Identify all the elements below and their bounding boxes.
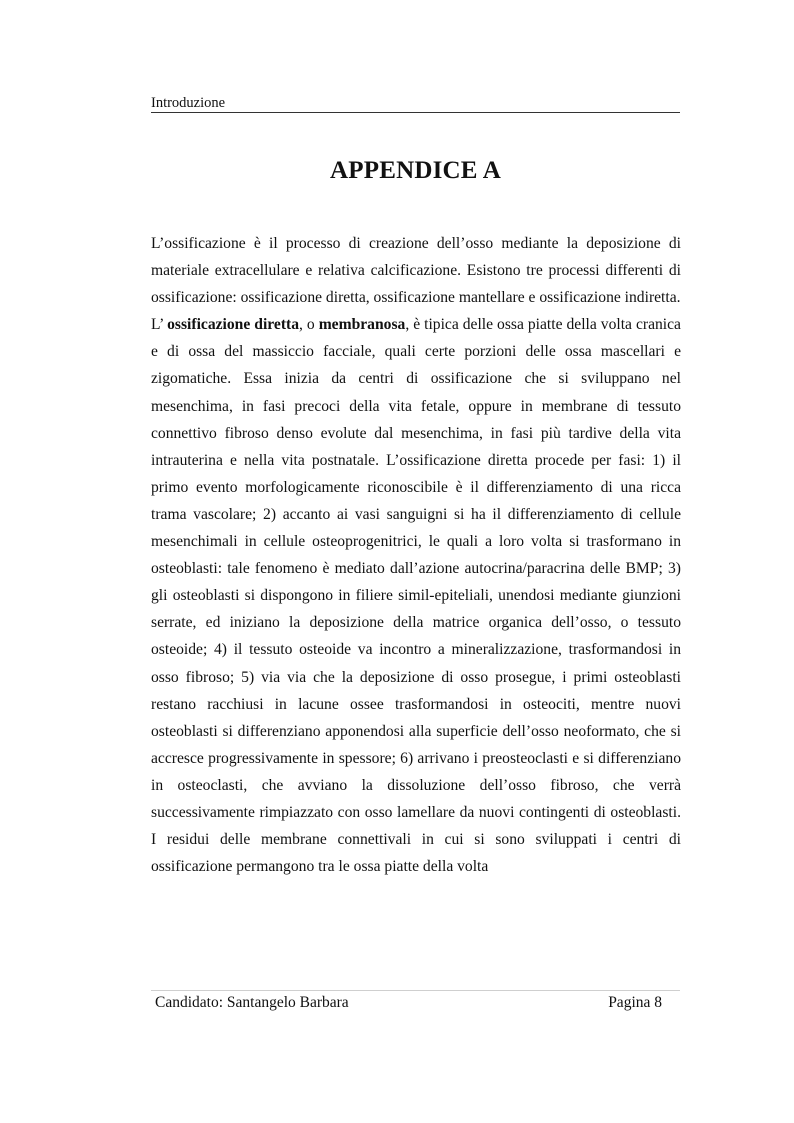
page-title: APPENDICE A — [330, 157, 501, 184]
term-direct-ossification: ossificazione diretta — [167, 316, 300, 334]
running-header — [151, 94, 680, 113]
header-section-title: Introduzione — [151, 95, 226, 111]
term-separator: , o — [299, 316, 319, 334]
footer-page-number: Pagina 8 — [608, 994, 662, 1011]
footer-candidate: Candidato: Santangelo Barbara — [155, 994, 349, 1011]
body-text — [151, 230, 681, 880]
paragraph-intro: L’ossificazione è il processo di creazione dell’osso mediante la deposizione di materiale extracellulare e relativa calcificazione. Esistono tre processi differenti di ossificazione: ossificazione diretta, ossificazione mantellare e ossificazione indiretta. — [151, 235, 681, 307]
term-membranous: membranosa — [318, 316, 406, 334]
paragraph-body: , è tipica delle ossa piatte della volta cranica e di ossa del massiccio facciale, quali certe porzioni delle ossa mascellari e zigomatiche. Essa inizia da centri di ossificazione che si sviluppano nel mesenchima, in fasi precoci della vita fetale, oppure in membrane di tessuto connettivo fibroso denso evolute dal mesenchima, in fasi più tardive della vita intrauterina e nella vita postnatale. L’ossificazione diretta procede per fasi: 1) il primo evento morfologicamente riconoscibile è il differenziamento di una ricca trama vascolare; 2) accanto ai vasi sanguigni si ha il differenziamento di cellule mesenchimali in cellule osteoprogenitrici, le quali a loro volta si trasformano in osteoblasti: tale fenomeno è mediato dall’azione autocrina/paracrina delle BMP; 3) gli osteoblasti si dispongono in filiere simil-epiteliali, unendosi mediante giunzioni serrate, ed iniziano la deposizione della matrice organica dell’osso, o tessuto osteoide; 4) il tessuto osteoide va incontro a mineralizzazione, trasformandosi in osso fibroso; 5) via via che la deposizione di osso prosegue, i primi osteoblasti restano racchiusi in lacune ossee trasformandosi in osteociti, mentre nuovi osteoblasti si differenziano apponendosi alla superficie dell’osso neoformato, che si accresce progressivamente in spessore; 6) arrivano i preosteoclasti e si differenziano in osteoclasti, che avviano la dissoluzione dell’osso fibroso, che verrà successivamente rimpiazzato con osso lamellare da nuovi contingenti di osteoblasti. I residui delle membrane connettivali in cui si sono sviluppati i centri di ossificazione permangono tra le ossa piatte della volta — [151, 316, 681, 876]
footer-divider — [151, 990, 680, 991]
paragraph-prefix: L’ — [151, 316, 168, 334]
paragraph-direct-ossification — [151, 311, 681, 880]
